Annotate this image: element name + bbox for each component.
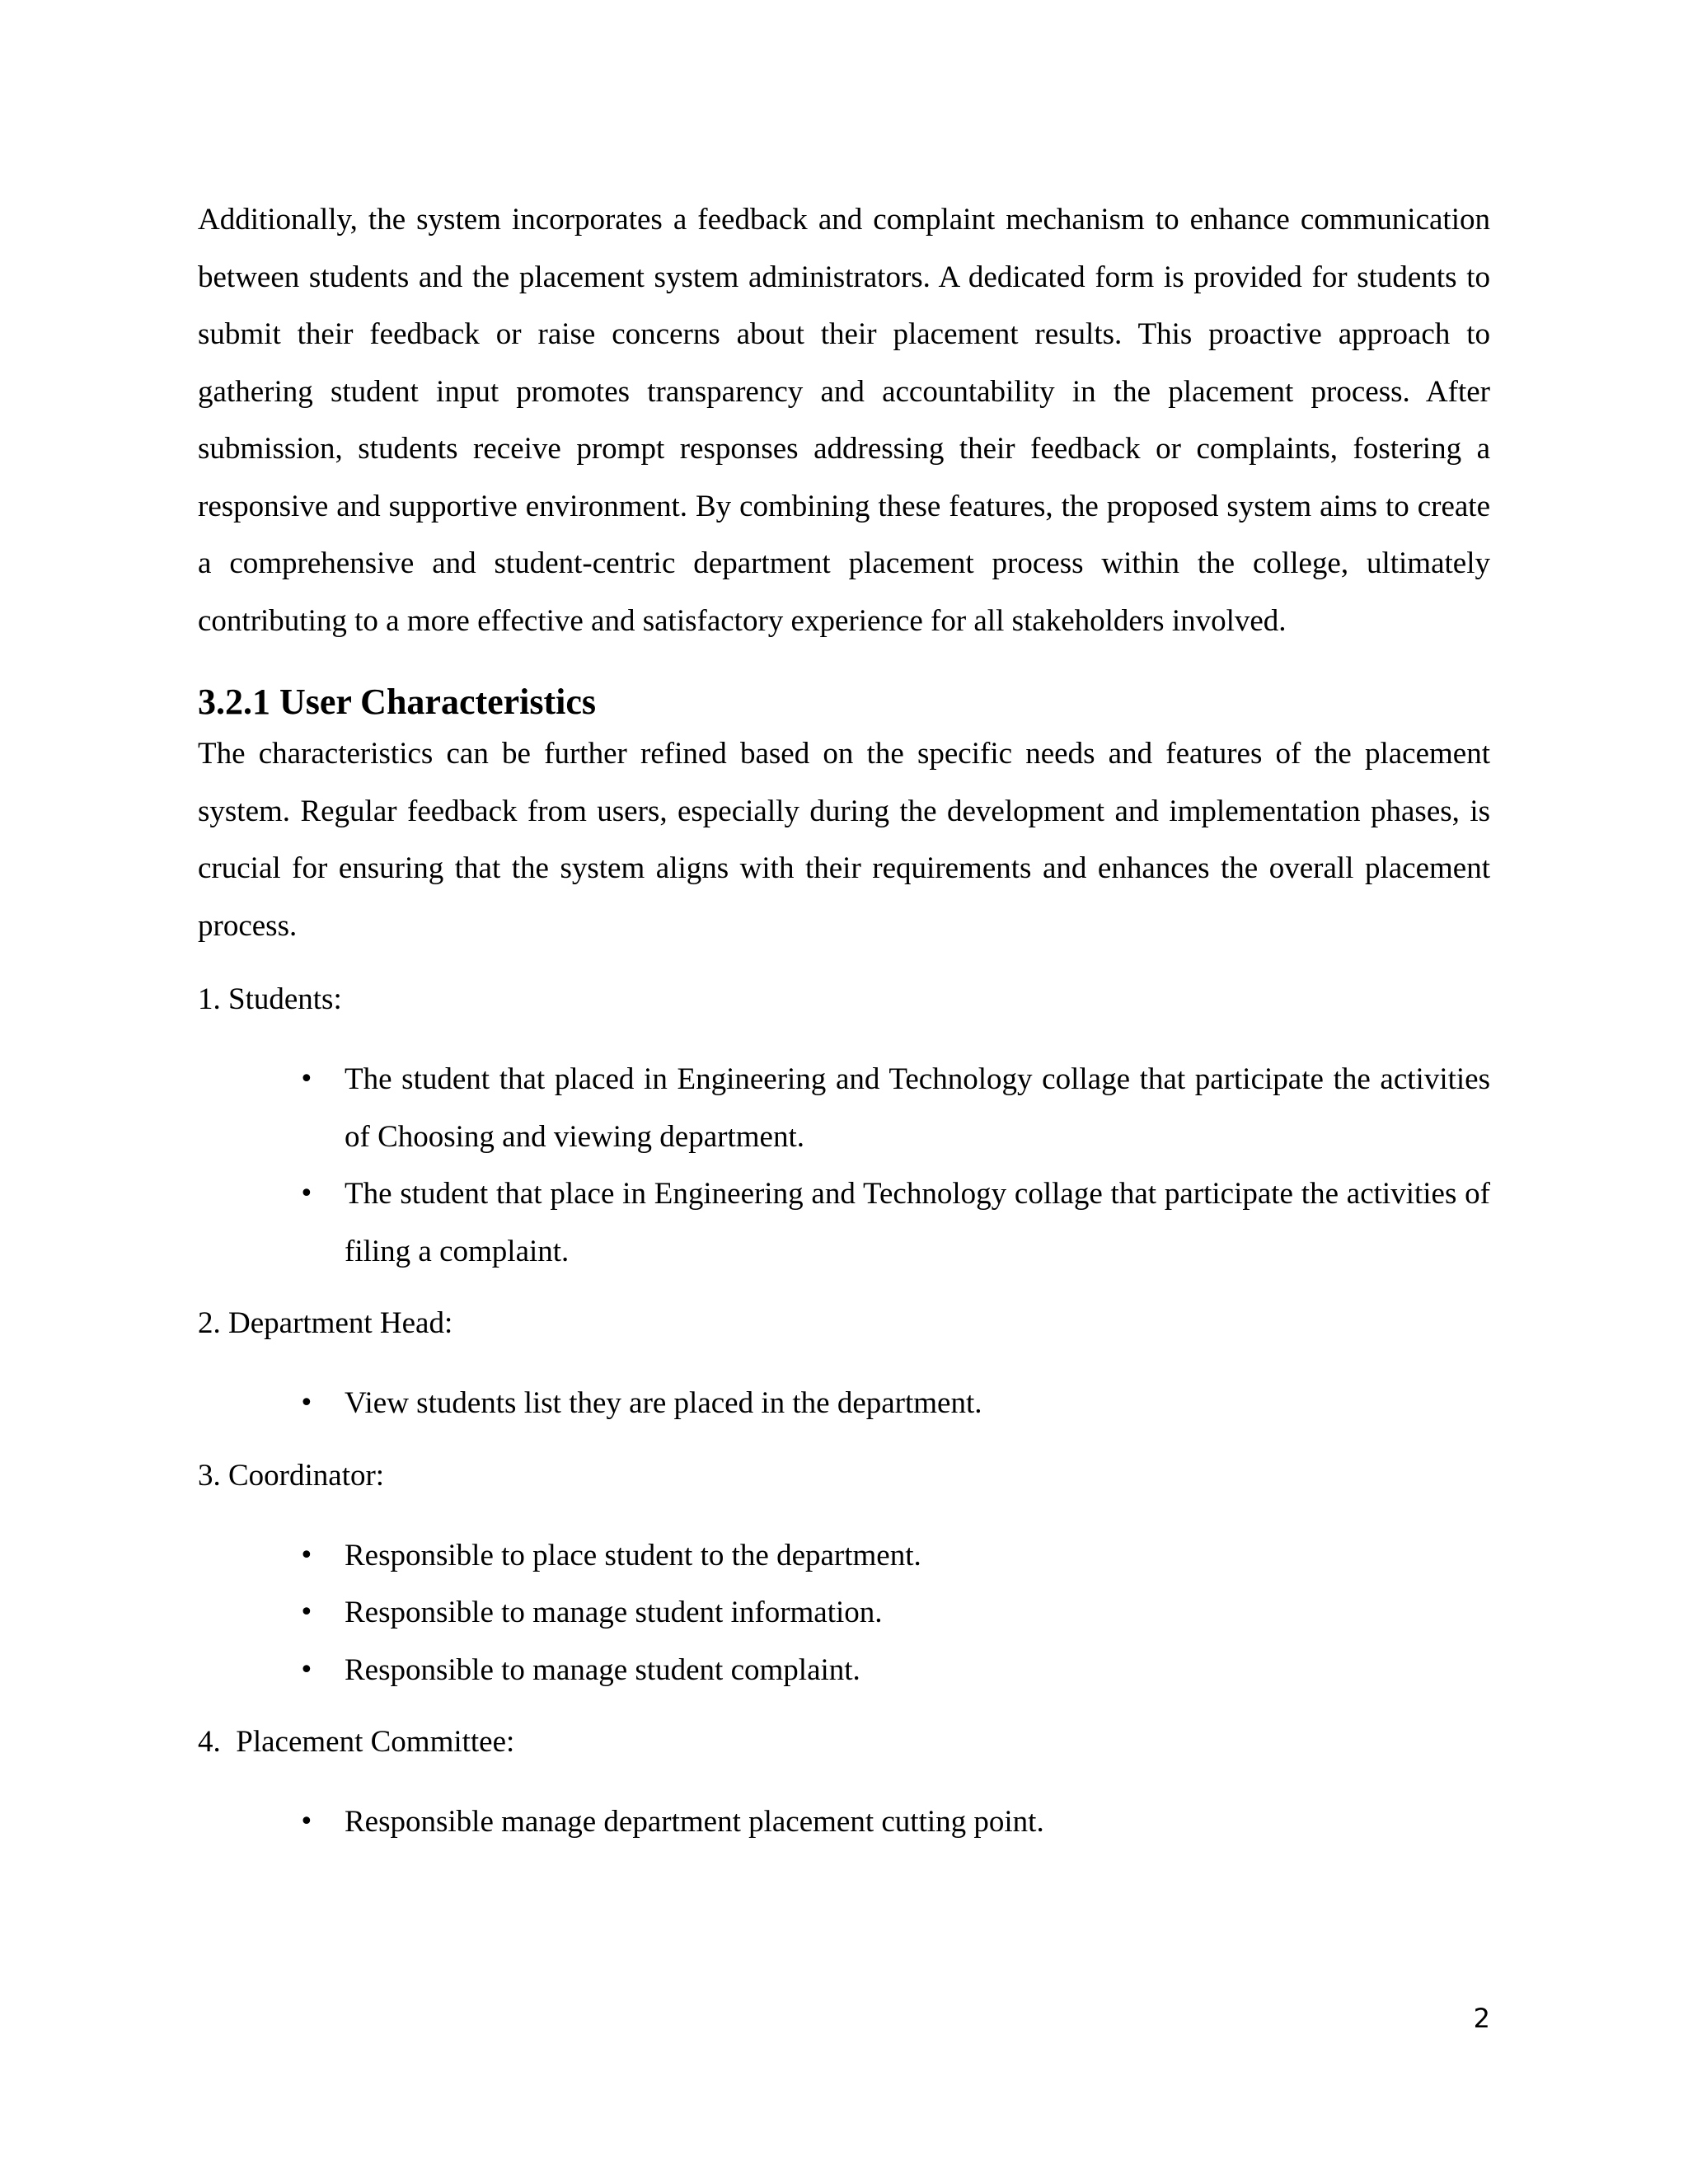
role-bullet-list [198, 1527, 1490, 1699]
list-item [299, 1793, 1490, 1851]
list-item-text: The student that place in Engineering and Technology collage that participate the activities of filing a complaint. [345, 1177, 1490, 1268]
list-item [299, 1642, 1490, 1699]
intro-paragraph: Additionally, the system incorporates a feedback and complaint mechanism to enhance communication between students and the placement system administrators. A dedicated form is provided for students to submit their feedback or raise concerns about their placement results. This proactive approach to gathering student input promotes transparency and accountability in the placement process. After submission, students receive prompt responses addressing their feedback or complaints, fostering a responsive and supportive environment. By combining these features, the proposed system aims to create a comprehensive and student-centric department placement process within the college, ultimately contributing to a more effective and satisfactory experience for all stakeholders involved. [198, 203, 1490, 638]
bullet-icon: • [299, 1179, 314, 1208]
list-item [299, 1165, 1490, 1280]
role-students [198, 979, 1490, 1280]
document-page [198, 191, 1490, 1851]
role-bullet-list [198, 1051, 1490, 1280]
role-department-head [198, 1303, 1490, 1432]
list-item-text: View students list they are placed in the department. [345, 1386, 982, 1420]
role-bullet-list [198, 1375, 1490, 1432]
list-item-text: Responsible to manage student information. [345, 1596, 883, 1629]
page-number: 2 [1473, 2003, 1490, 2034]
list-item [299, 1584, 1490, 1642]
list-item [299, 1375, 1490, 1432]
bullet-icon: • [299, 1598, 314, 1627]
role-title: 1. Students: [198, 982, 342, 1016]
list-item-text: The student that placed in Engineering and Technology collage that participate the activities of Choosing and viewing department. [345, 1062, 1490, 1154]
section-paragraph: The characteristics can be further refined based on the specific needs and features of the placement system. Regular feedback from users, especially during the development and implementation phases, is crucial for ensuring that the system aligns with their requirements and enhances the overall placement process. [198, 737, 1490, 943]
list-item-text: Responsible to manage student complaint. [345, 1652, 860, 1687]
bullet-icon: • [299, 1655, 314, 1685]
list-item [299, 1527, 1490, 1585]
bullet-icon: • [299, 1807, 314, 1836]
role-title: 2. Department Head: [198, 1306, 453, 1340]
bullet-icon: • [299, 1065, 314, 1094]
role-title: 3. Coordinator: [198, 1458, 385, 1493]
role-placement-committee [198, 1722, 1490, 1851]
section-heading: 3.2.1 User Characteristics [198, 682, 597, 722]
bullet-icon: • [299, 1389, 314, 1418]
list-item-text: Responsible manage department placement cutting point. [345, 1805, 1044, 1839]
role-title: 4. Placement Committee: [198, 1725, 515, 1759]
role-bullet-list [198, 1793, 1490, 1851]
list-item [299, 1051, 1490, 1165]
bullet-icon: • [299, 1540, 314, 1570]
role-coordinator [198, 1455, 1490, 1699]
list-item-text: Responsible to place student to the department. [345, 1538, 921, 1572]
